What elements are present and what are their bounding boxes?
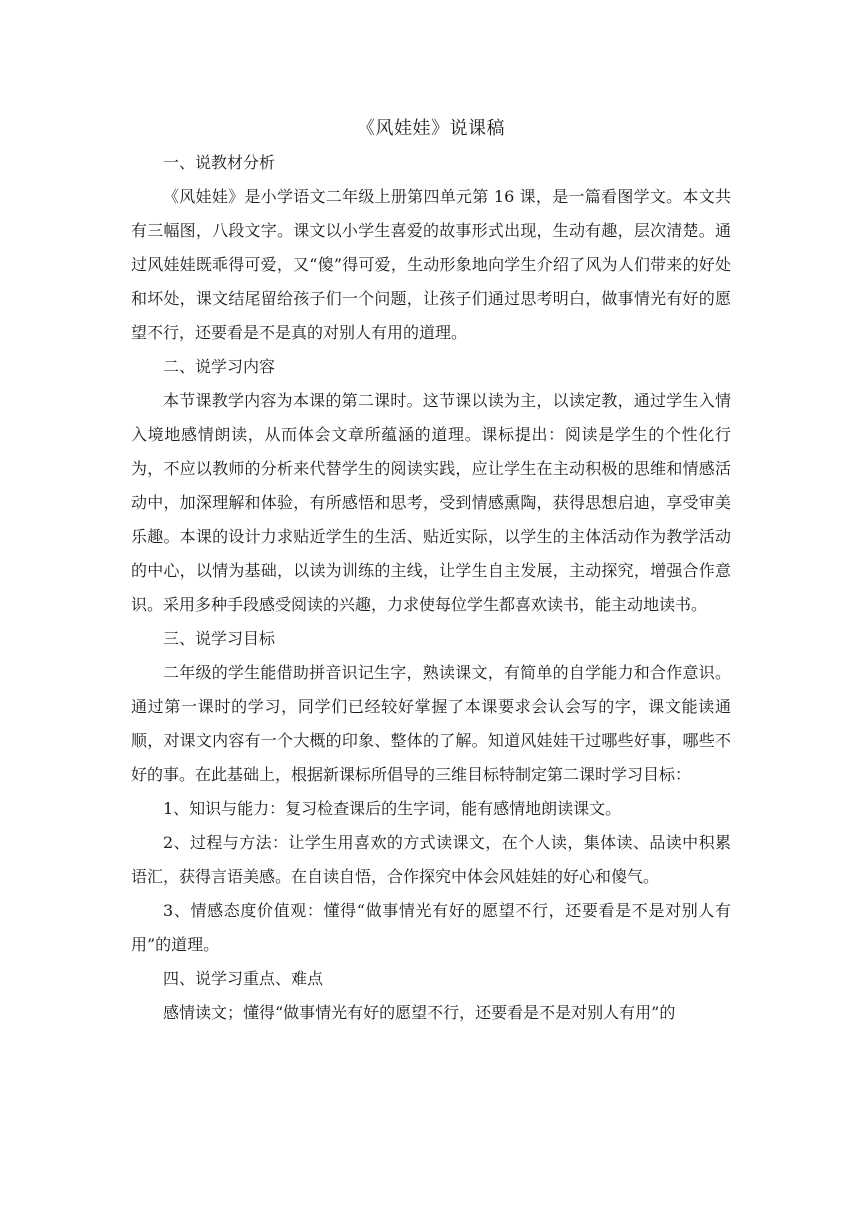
document-title: 《风娃娃》说课稿 (357, 118, 505, 139)
document-body (131, 112, 731, 1030)
section-3-goal-3: 3、情感态度价值观：懂得“做事情光有好的愿望不行，还要看是不是对别人有用”的道理。 (131, 901, 731, 954)
section-2-paragraph-1: 本节课教学内容为本课的第二课时。这节课以读为主，以读定教，通过学生入情入境地感情朗读，从而体会文章所蕴涵的道理。课标提出：阅读是学生的个性化行为，不应以教师的分析来代替学生的阅读实践，应让学生在主动积极的思维和情感活动中，加深理解和体验，有所感悟和思考，受到情感熏陶，获得思想启迪，享受审美乐趣。本课的设计力求贴近学生的生活、贴近实际，以学生的主体活动作为教学活动的中心，以情为基础，以读为训练的主线，让学生自主发展，主动探究，增强合作意识。采用多种手段感受阅读的兴趣，力求使每位学生都喜欢读书，能主动地读书。 (131, 391, 731, 614)
section-heading-1: 一、说教材分析 (163, 153, 276, 172)
section-1-paragraph-1: 《风娃娃》是小学语文二年级上册第四单元第 16 课，是一篇看图学文。本文共有三幅图，八段文字。课文以小学生喜爱的故事形式出现，生动有趣，层次清楚。通过风娃娃既乖得可爱，又“傻”得可爱，生动形象地向学生介绍了风为人们带来的好处和坏处，课文结尾留给孩子们一个问题，让孩子们通过思考明白，做事情光有好的愿望不行，还要看是不是真的对别人有用的道理。 (131, 187, 731, 342)
section-3-goal-2: 2、过程与方法：让学生用喜欢的方式读课文，在个人读，集体读、品读中积累语汇，获得言语美感。在自读自悟，合作探究中体会风娃娃的好心和傻气。 (131, 833, 731, 886)
section-3-goal-1: 1、知识与能力：复习检查课后的生字词，能有感情地朗读课文。 (163, 799, 622, 818)
section-heading-3: 三、说学习目标 (163, 629, 276, 648)
section-heading-4: 四、说学习重点、难点 (163, 969, 324, 988)
section-3-paragraph-1: 二年级的学生能借助拼音识记生字，熟读课文，有简单的自学能力和合作意识。通过第一课时的学习，同学们已经较好掌握了本课要求会认会写的字，课文能读通顺，对课文内容有一个大概的印象、整体的了解。知道风娃娃干过哪些好事，哪些不好的事。在此基础上，根据新课标所倡导的三维目标特制定第二课时学习目标： (131, 663, 731, 784)
section-heading-2: 二、说学习内容 (163, 357, 276, 376)
section-4-paragraph-1: 感情读文；懂得“做事情光有好的愿望不行，还要看是不是对别人有用”的 (163, 1003, 676, 1022)
